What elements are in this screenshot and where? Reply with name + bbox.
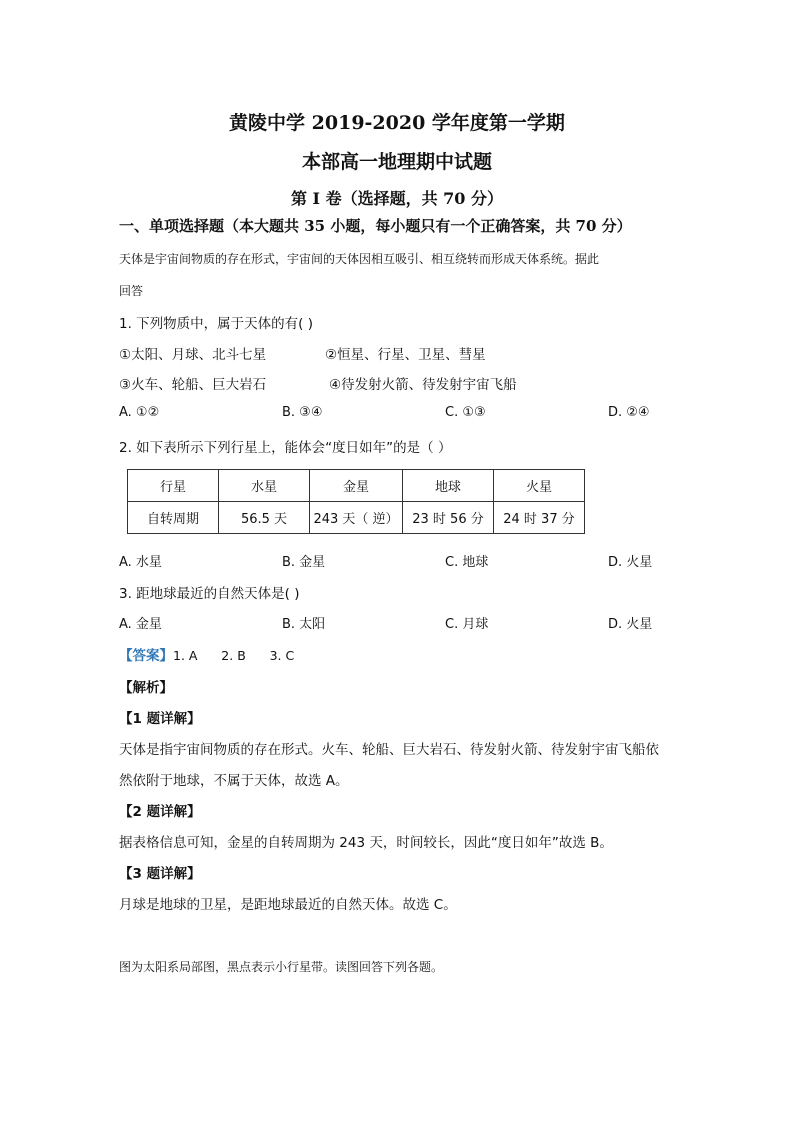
q1-option-b: B. ③④	[282, 405, 323, 420]
question-1-stem: 1. 下列物质中，属于天体的有( )	[119, 316, 313, 332]
q1-option-a: A. ①②	[119, 405, 160, 420]
table-cell: 23 时 56 分	[403, 502, 494, 534]
answer-values: 1. A 2. B 3. C	[173, 648, 295, 663]
table-row	[128, 502, 585, 534]
question-2-stem: 2. 如下表所示下列行星上，能体会“度日如年”的是（ ）	[119, 440, 452, 456]
detail-2-tag: 【2 题详解】	[119, 804, 201, 820]
q3-option-c: C. 月球	[445, 617, 489, 632]
q2-option-a: A. 水星	[119, 555, 162, 570]
answer-tag: 【答案】	[119, 648, 173, 664]
q3-option-d: D. 火星	[608, 617, 653, 632]
detail-1-tag: 【1 题详解】	[119, 711, 201, 727]
q1-item-3: ③火车、轮船、巨大岩石	[119, 377, 267, 393]
q3-option-b: B. 太阳	[282, 617, 326, 632]
detail-3-text: 月球是地球的卫星，是距地球最近的自然天体。故选 C。	[119, 897, 457, 913]
table-cell: 56.5 天	[219, 502, 310, 534]
detail-2-text: 据表格信息可知，金星的自转周期为 243 天，时间较长，因此“度日如年”故选 B。	[119, 835, 613, 851]
passage-line: 天体是宇宙间物质的存在形式，宇宙间的天体因相互吸引、相互绕转而形成天体系统。据此	[119, 252, 600, 266]
q1-option-c: C. ①③	[445, 405, 486, 420]
table-header-row	[128, 470, 585, 502]
q2-option-b: B. 金星	[282, 555, 326, 570]
q2-option-d: D. 火星	[608, 555, 653, 570]
q1-item-2: ②恒星、行星、卫星、彗星	[325, 347, 486, 363]
section-heading: 一、单项选择题（本大题共 35 小题，每小题只有一个正确答案，共 70 分）	[119, 217, 632, 235]
table-cell: 行星	[128, 470, 219, 502]
passage-line: 回答	[119, 284, 144, 298]
passage-line: 图为太阳系局部图，黑点表示小行星带。读图回答下列各题。	[119, 960, 444, 974]
q1-item-4: ④待发射火箭、待发射宇宙飞船	[329, 377, 517, 393]
detail-3-tag: 【3 题详解】	[119, 866, 201, 882]
volume-heading: 第 I 卷（选择题，共 70 分）	[290, 189, 504, 208]
q1-option-d: D. ②④	[608, 405, 650, 420]
q2-option-c: C. 地球	[445, 555, 489, 570]
q3-option-a: A. 金星	[119, 617, 162, 632]
table-cell: 24 时 37 分	[494, 502, 585, 534]
table-cell: 自转周期	[128, 502, 219, 534]
answer-line	[119, 644, 294, 664]
detail-1-text: 然依附于地球，不属于天体，故选 A。	[119, 773, 349, 789]
question-3-stem: 3. 距地球最近的自然天体是( )	[119, 586, 300, 602]
table-cell: 金星	[310, 470, 403, 502]
page-title: 黄陵中学 2019-2020 学年度第一学期	[229, 112, 565, 134]
q1-item-1: ①太阳、月球、北斗七星	[119, 347, 267, 363]
table-cell: 水星	[219, 470, 310, 502]
table-cell: 火星	[494, 470, 585, 502]
table-cell: 243 天（ 逆）	[310, 502, 403, 534]
table-cell: 地球	[403, 470, 494, 502]
page-subtitle: 本部高一地理期中试题	[301, 151, 492, 173]
planet-rotation-table	[127, 469, 585, 534]
analysis-tag: 【解析】	[119, 680, 173, 696]
detail-1-text: 天体是指宇宙间物质的存在形式。火车、轮船、巨大岩石、待发射火箭、待发射宇宙飞船依	[119, 742, 659, 758]
